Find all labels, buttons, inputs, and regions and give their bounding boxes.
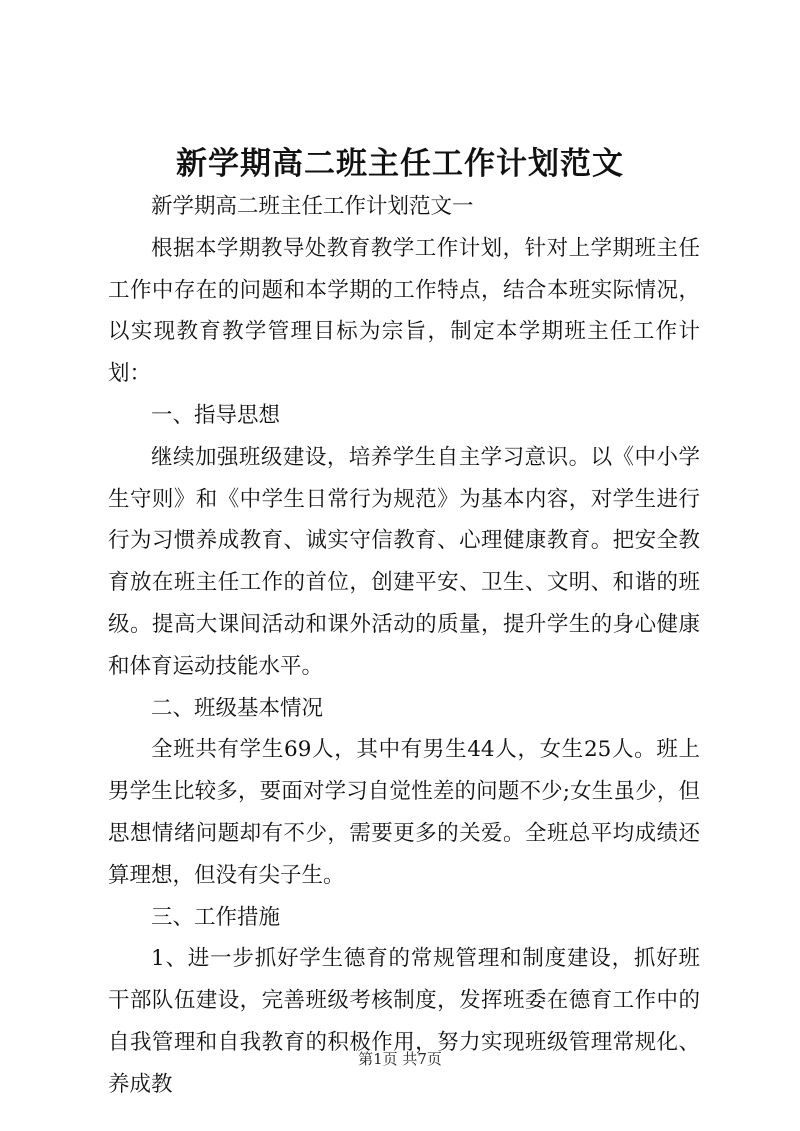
document-body bbox=[108, 186, 700, 1106]
section-heading-guiding-ideas: 一、指导思想 bbox=[151, 402, 281, 428]
section-heading-class-situation: 二、班级基本情况 bbox=[151, 695, 324, 721]
class-situation-paragraph: 全班共有学生69人，其中有男生44人，女生25人。班上男学生比较多，要面对学习自觉性差的问题不少;女生虽少，但思想情绪问题却有不少，需要更多的关爱。全班总平均成绩还算理想，但没有尖子生。 bbox=[108, 737, 700, 888]
section-heading-work-measures: 三、工作措施 bbox=[151, 904, 281, 930]
work-measures-paragraph: 1、进一步抓好学生德育的常规管理和制度建设，抓好班干部队伍建设，完善班级考核制度，发挥班委在德育工作中的自我管理和自我教育的积极作用，努力实现班级管理常规化、养成教 bbox=[108, 946, 700, 1097]
subtitle-paragraph: 新学期高二班主任工作计划范文一 bbox=[151, 194, 474, 219]
page-footer: 第1页 共7页 bbox=[358, 1050, 442, 1068]
intro-paragraph: 根据本学期教导处教育教学工作计划，针对上学期班主任工作中存在的问题和本学期的工作特点，结合本班实际情况，以实现教育教学管理目标为宗旨，制定本学期班主任工作计划： bbox=[108, 235, 700, 387]
document-title: 新学期高二班主任工作计划范文 bbox=[176, 146, 624, 182]
guiding-ideas-paragraph: 继续加强班级建设，培养学生自主学习意识。以《中小学生守则》和《中学生日常行为规范》为基本内容，对学生进行行为习惯养成教育、诚实守信教育、心理健康教育。把安全教育放在班主任工作的首位，创建平安、卫生、文明、和谐的班级。提高大课间活动和课外活动的质量，提升学生的身心健康和体育运动技能水平。 bbox=[108, 444, 700, 679]
